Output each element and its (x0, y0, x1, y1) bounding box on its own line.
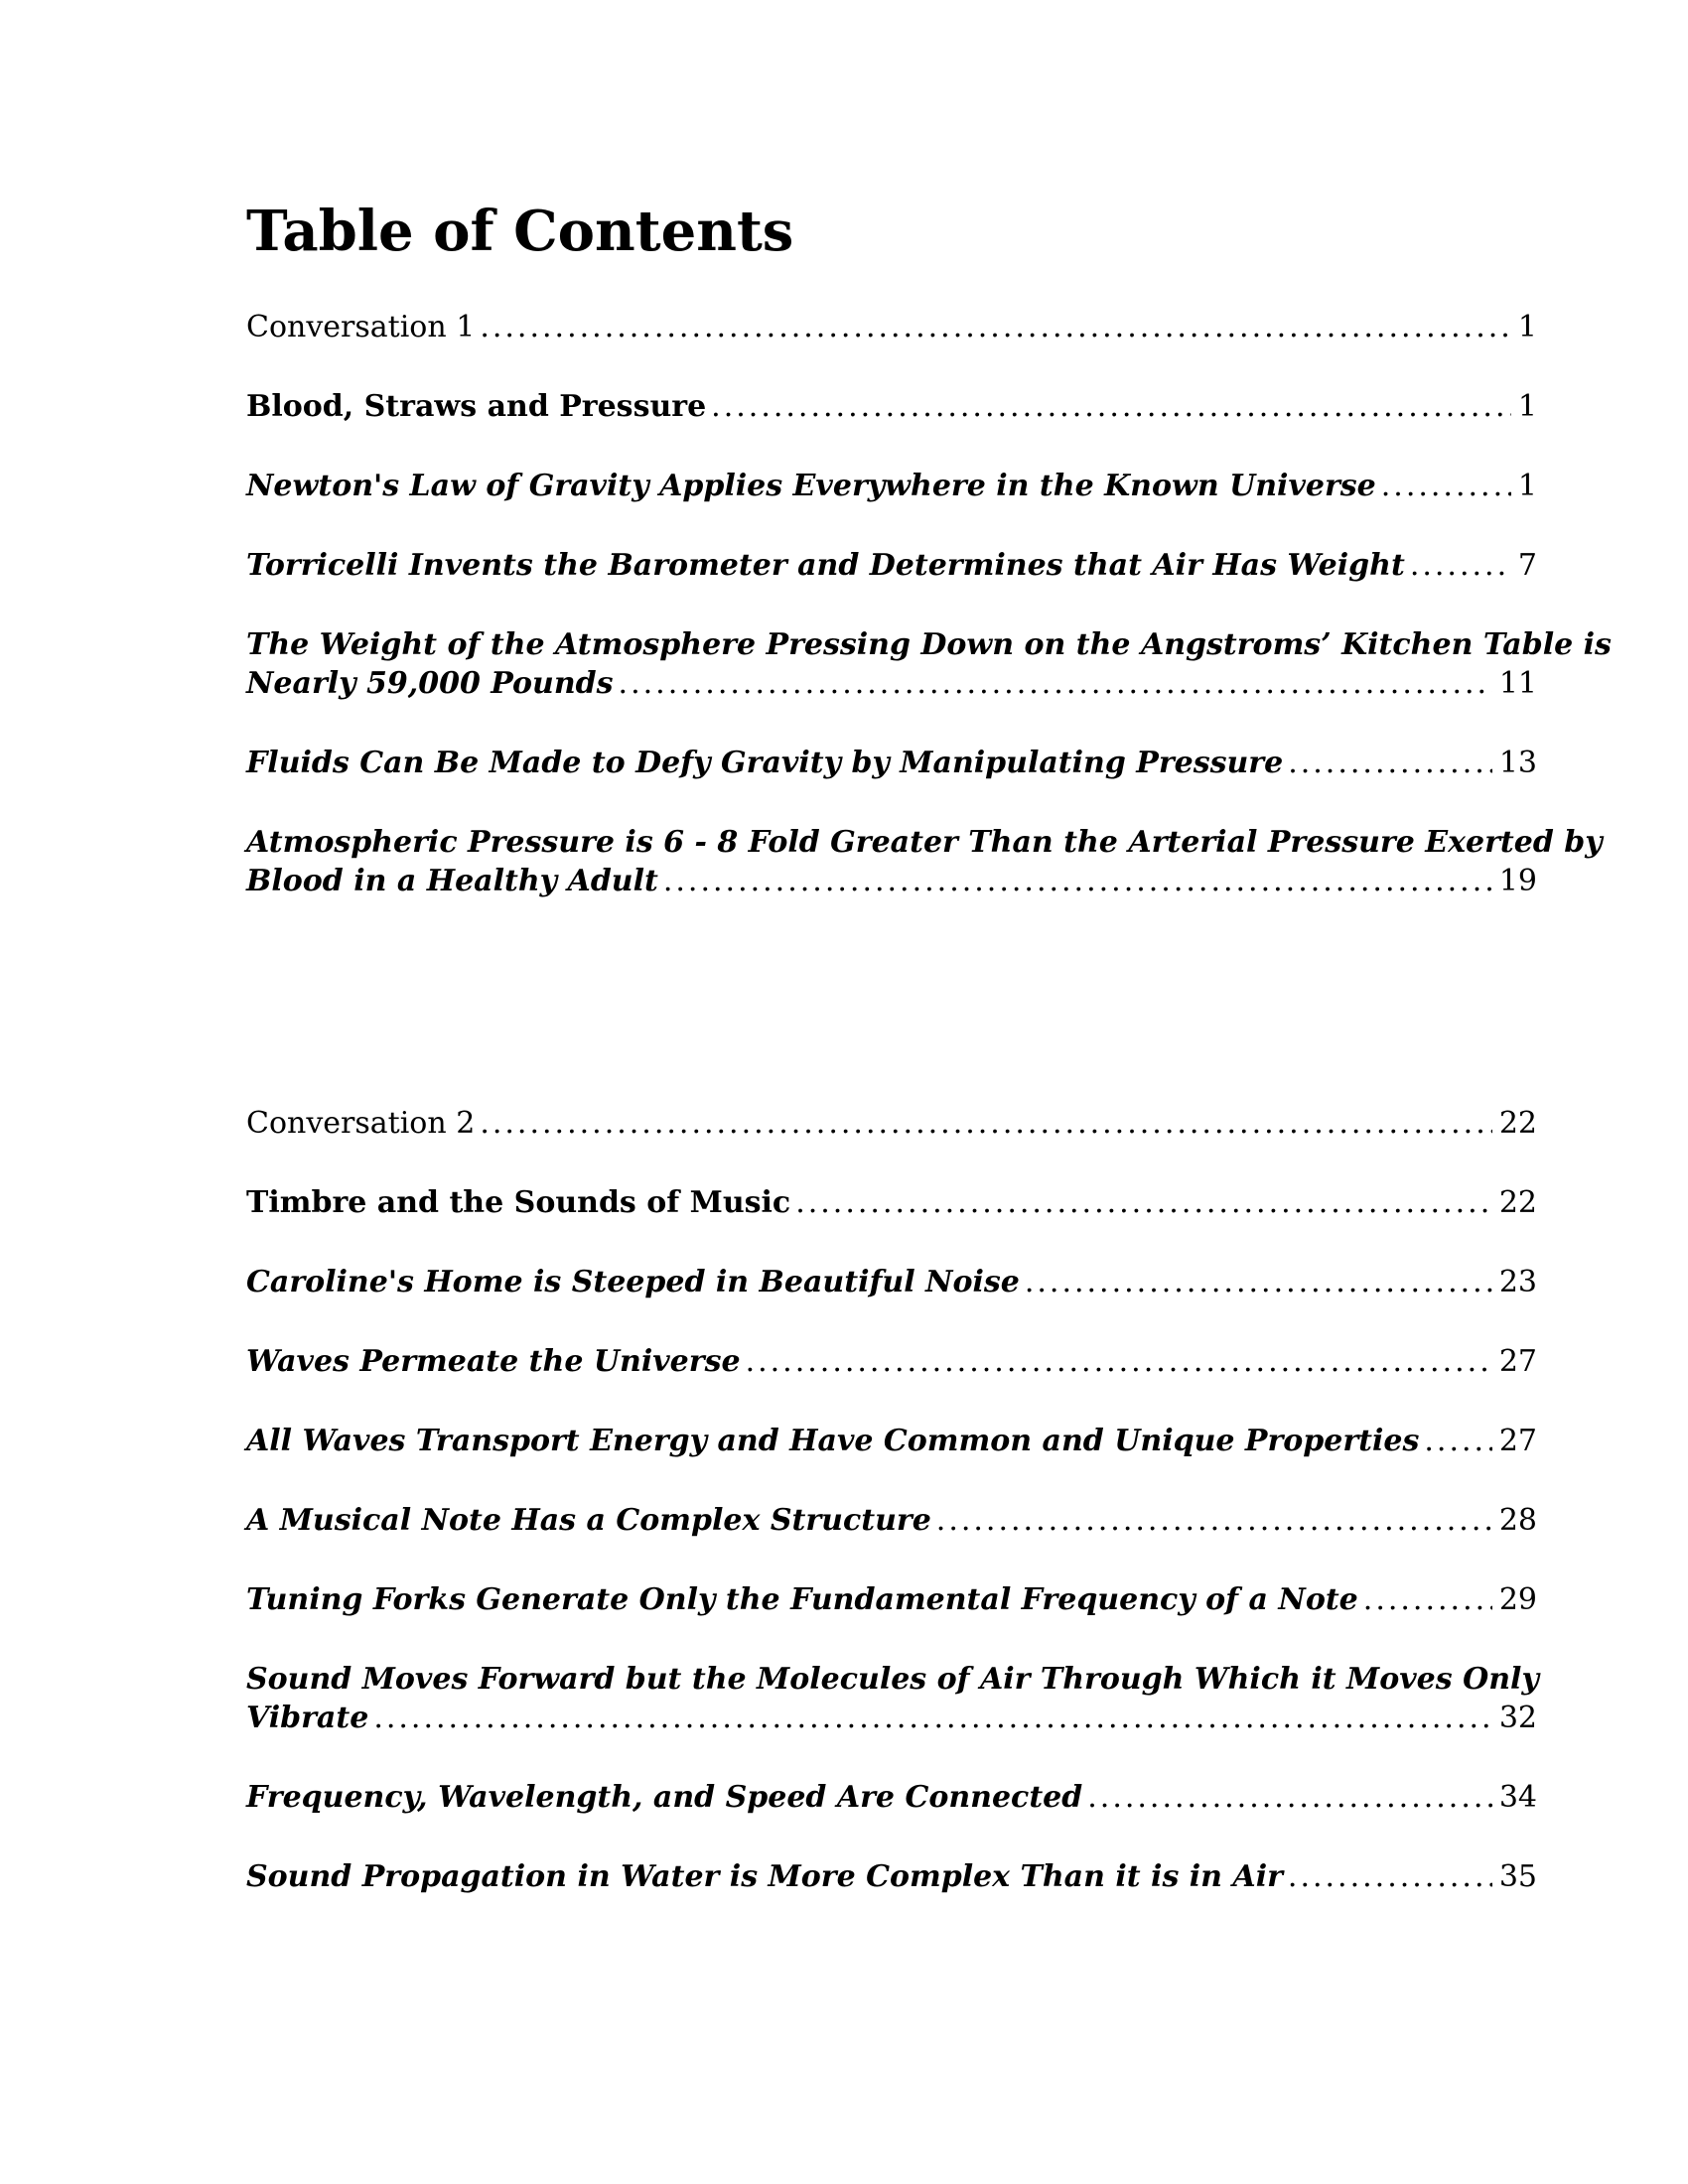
toc-entry[interactable] (246, 308, 1537, 346)
dot-leader (711, 387, 1511, 426)
page-number: 7 (1517, 548, 1537, 583)
page-number: 11 (1498, 666, 1537, 701)
toc-section (246, 1104, 1537, 1896)
dot-leader (1288, 1857, 1492, 1896)
toc-entry[interactable] (246, 1660, 1537, 1737)
toc-entry-text: Conversation 2 (246, 1106, 476, 1141)
toc-entry[interactable] (246, 546, 1537, 585)
toc-entry-text: Torricelli Invents the Barometer and Determines that Air Has Weight (246, 548, 1405, 583)
toc-entry-text: Atmospheric Pressure is 6 - 8 Fold Greater Than the Arterial Pressure Exerted by (246, 825, 1603, 860)
page-number: 34 (1498, 1780, 1537, 1815)
page-number: 19 (1498, 864, 1537, 898)
dot-leader (1381, 467, 1511, 505)
toc-entry[interactable] (246, 1857, 1537, 1896)
toc-entry[interactable] (246, 1183, 1537, 1222)
toc-entry-text: The Weight of the Atmosphere Pressing Down on the Angstroms’ Kitchen Table is (246, 627, 1612, 662)
toc-entry-text: Frequency, Wavelength, and Speed Are Connected (246, 1780, 1083, 1815)
toc-entry[interactable] (246, 1580, 1537, 1619)
dot-leader (1410, 546, 1511, 585)
toc-entry-text: Fluids Can Be Made to Defy Gravity by Manipulating Pressure (246, 746, 1284, 780)
toc-entry-text: Vibrate (246, 1701, 369, 1735)
toc-entry-text: Waves Permeate the Universe (246, 1344, 741, 1379)
page-number: 27 (1498, 1424, 1537, 1458)
toc-entry[interactable] (246, 387, 1537, 426)
page-number: 22 (1498, 1185, 1537, 1220)
toc-entry-row (246, 1580, 1537, 1619)
dot-leader (1087, 1778, 1492, 1817)
toc-entry-row (246, 744, 1537, 782)
dot-leader (663, 862, 1492, 900)
page-number: 28 (1498, 1503, 1537, 1538)
toc-entry-text: Sound Propagation in Water is More Complex Than it is in Air (246, 1859, 1283, 1894)
dot-leader (373, 1699, 1492, 1737)
toc-entry[interactable] (246, 1501, 1537, 1540)
page-number: 22 (1498, 1106, 1537, 1141)
toc-entry-row (246, 1699, 1537, 1737)
toc-entry-row (246, 1778, 1537, 1817)
toc-entry-row (246, 467, 1537, 505)
toc-entry[interactable] (246, 1422, 1537, 1460)
page-number: 13 (1498, 746, 1537, 780)
page-number: 1 (1517, 389, 1537, 424)
toc-entry-row (246, 1183, 1537, 1222)
toc-entry[interactable] (246, 744, 1537, 782)
toc-entry[interactable] (246, 1342, 1537, 1381)
dot-leader (746, 1342, 1492, 1381)
page-number: 1 (1517, 469, 1537, 503)
toc-entry[interactable] (246, 625, 1612, 703)
toc-entry-row (246, 862, 1537, 900)
toc-entry-row (246, 387, 1537, 426)
toc-entry[interactable] (246, 1778, 1537, 1817)
page-number: 32 (1498, 1701, 1537, 1735)
toc-entry-text: Nearly 59,000 Pounds (246, 666, 614, 701)
toc-entry-row (246, 664, 1537, 703)
toc-entry-row (246, 1104, 1537, 1143)
page-number: 23 (1498, 1265, 1537, 1299)
toc-entry-text: All Waves Transport Energy and Have Common and Unique Properties (246, 1424, 1420, 1458)
toc (246, 308, 1612, 1896)
toc-entry[interactable] (246, 1104, 1537, 1143)
toc-entry[interactable] (246, 1263, 1537, 1301)
dot-leader (795, 1183, 1492, 1222)
page-title: Table of Contents (246, 199, 794, 264)
section-gap (246, 941, 1537, 1104)
toc-entry-text: Newton's Law of Gravity Applies Everywhere in the Known Universe (246, 469, 1376, 503)
page-number: 35 (1498, 1859, 1537, 1894)
toc-entry-text: Conversation 1 (246, 310, 476, 344)
toc-section (246, 308, 1612, 900)
dot-leader (936, 1501, 1492, 1540)
toc-entry[interactable] (246, 823, 1603, 900)
toc-entry-row (246, 308, 1537, 346)
dot-leader (1424, 1422, 1491, 1460)
toc-entry-row (246, 1857, 1537, 1896)
dot-leader (480, 308, 1511, 346)
toc-entry-text: Sound Moves Forward but the Molecules of Air Through Which it Moves Only (246, 1662, 1539, 1697)
toc-entry-text: Blood, Straws and Pressure (246, 389, 707, 424)
page-number: 29 (1498, 1582, 1537, 1617)
toc-entry-row (246, 1342, 1537, 1381)
toc-entry-row (246, 546, 1537, 585)
page-number: 1 (1517, 310, 1537, 344)
page-number: 27 (1498, 1344, 1537, 1379)
toc-entry[interactable] (246, 467, 1537, 505)
toc-entry-text: Timbre and the Sounds of Music (246, 1185, 791, 1220)
toc-entry-row (246, 1263, 1537, 1301)
dot-leader (1363, 1580, 1492, 1619)
toc-entry-text: Caroline's Home is Steeped in Beautiful Noise (246, 1265, 1020, 1299)
toc-entry-text: A Musical Note Has a Complex Structure (246, 1503, 931, 1538)
toc-entry-text: Tuning Forks Generate Only the Fundamental Frequency of a Note (246, 1582, 1358, 1617)
dot-leader (1025, 1263, 1492, 1301)
toc-entry-row (246, 1501, 1537, 1540)
dot-leader (480, 1104, 1491, 1143)
toc-entry-text: Blood in a Healthy Adult (246, 864, 658, 898)
dot-leader (1288, 744, 1492, 782)
toc-entry-row (246, 1422, 1537, 1460)
dot-leader (619, 664, 1492, 703)
